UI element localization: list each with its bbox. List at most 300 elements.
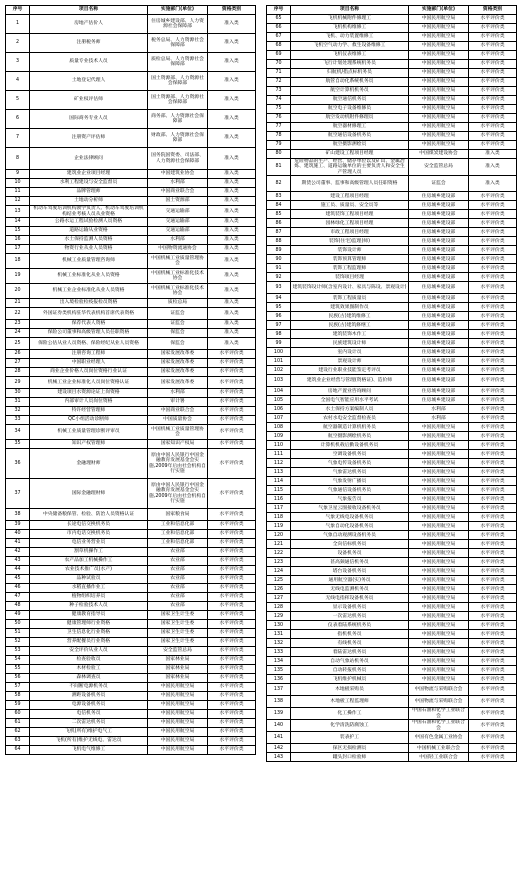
table-row xyxy=(267,201,517,210)
implementing-dept: 中国民用航空局 xyxy=(409,450,469,459)
implementing-dept: 中国民用航空局 xyxy=(148,746,208,755)
qualification-category: 水平评价类 xyxy=(469,612,517,621)
implementing-dept: 中国民用航空局 xyxy=(409,477,469,486)
item-name: 建筑业企业经营与管理(资格证)、造价师 xyxy=(291,375,409,387)
table-row xyxy=(267,432,517,441)
row-number: 58 xyxy=(6,692,30,701)
table-row xyxy=(267,339,517,348)
table-row xyxy=(267,210,517,219)
qualification-category: 准入类 xyxy=(208,129,256,148)
table-row xyxy=(267,423,517,432)
item-name: 机械工业企业标准化从业人员资格 xyxy=(30,284,148,299)
table-row xyxy=(267,396,517,405)
item-name: 飞机、动力装置维修工 xyxy=(291,33,409,42)
qualification-category: 水平评价类 xyxy=(208,638,256,647)
item-name: 注册资产评估师 xyxy=(30,129,148,148)
implementing-dept: 中国民用航空局 xyxy=(409,585,469,594)
table-row xyxy=(6,719,256,728)
item-name: 建设行业职业技能鉴定考评员 xyxy=(291,366,409,375)
implementing-dept: 国家粮食局 xyxy=(148,509,208,521)
row-number: 100 xyxy=(267,348,291,357)
table-row xyxy=(6,377,256,389)
row-number: 2 xyxy=(6,34,30,53)
implementing-dept: 保监会 xyxy=(148,338,208,350)
table-row xyxy=(267,567,517,576)
implementing-dept: 工业和信息化部 xyxy=(148,530,208,539)
table-row xyxy=(267,696,517,708)
implementing-dept: 原由中国人民银行中国金融教育发展基金会实施,2009年后由社会机构自行实施 xyxy=(148,479,208,509)
table-row xyxy=(267,219,517,228)
item-name: 空调设备机务员 xyxy=(291,450,409,459)
item-name: 期货公司董事、监事和高级管理人员任职资格 xyxy=(291,176,409,192)
table-row xyxy=(6,425,256,440)
implementing-dept: 中国民用航空局 xyxy=(409,15,469,24)
item-name: 水土保持方案编制人员 xyxy=(291,405,409,414)
table-row xyxy=(267,87,517,96)
qualification-table-left xyxy=(5,5,256,755)
item-name: 气象发射广播员 xyxy=(291,477,409,486)
row-number: 107 xyxy=(267,414,291,423)
row-number: 4 xyxy=(6,72,30,91)
table-row xyxy=(267,33,517,42)
row-number: 32 xyxy=(6,407,30,416)
row-number: 38 xyxy=(6,509,30,521)
row-number: 76 xyxy=(267,114,291,123)
item-name: 木地板工程监理师 xyxy=(291,696,409,708)
implementing-dept: 中国民用航空局 xyxy=(409,441,469,450)
implementing-dept: 农业部 xyxy=(148,548,208,557)
qualification-category: 水平评价类 xyxy=(469,357,517,366)
qualification-category: 水平评价类 xyxy=(469,441,517,450)
implementing-dept: 税务总局、人力资源社会保障部 xyxy=(148,34,208,53)
implementing-dept: 住房城乡建设部 xyxy=(409,282,469,294)
table-row xyxy=(267,366,517,375)
row-number: 73 xyxy=(267,87,291,96)
header-name: 项目名称 xyxy=(30,6,148,15)
qualification-category: 水平评价类 xyxy=(469,630,517,639)
implementing-dept: 住房城乡建设部 xyxy=(409,348,469,357)
implementing-dept: 中国机械工业质量管理协会 xyxy=(148,254,208,269)
qualification-category: 水平评价类 xyxy=(469,312,517,321)
row-number: 48 xyxy=(6,602,30,611)
table-row xyxy=(6,170,256,179)
qualification-category: 准入类 xyxy=(208,338,256,350)
qualification-category: 水平评价类 xyxy=(469,42,517,51)
row-number: 57 xyxy=(6,683,30,692)
row-number: 92 xyxy=(267,273,291,282)
table-row xyxy=(267,441,517,450)
implementing-dept: 住房城乡建设部 xyxy=(409,264,469,273)
table-row xyxy=(267,51,517,60)
qualification-category: 水平评价类 xyxy=(469,459,517,468)
item-name: 品种试验员 xyxy=(30,575,148,584)
implementing-dept: 中国民用航空局 xyxy=(409,60,469,69)
table-row xyxy=(267,720,517,732)
row-number: 7 xyxy=(6,129,30,148)
qualification-category: 水平评价类 xyxy=(208,350,256,359)
implementing-dept: 国家卫生计生委 xyxy=(148,611,208,620)
qualification-category: 水平评价类 xyxy=(208,530,256,539)
implementing-dept: 住房城乡建设部 xyxy=(409,366,469,375)
row-number: 127 xyxy=(267,594,291,603)
row-number: 99 xyxy=(267,339,291,348)
row-number: 26 xyxy=(6,350,30,359)
item-name: 气象无线电设备机务员 xyxy=(291,513,409,522)
table-row xyxy=(267,621,517,630)
qualification-category: 准入类 xyxy=(208,197,256,206)
qualification-category: 水平评价类 xyxy=(208,539,256,548)
row-number: 75 xyxy=(267,105,291,114)
implementing-dept: 中国民用航空局 xyxy=(148,683,208,692)
implementing-dept: 中国机械工业质量管理协会 xyxy=(148,425,208,440)
item-name: 建设工程项目经理 xyxy=(291,192,409,201)
item-name: 种子检验技术人员 xyxy=(30,602,148,611)
item-name: 木材检验工 xyxy=(30,665,148,674)
qualification-category: 水平评价类 xyxy=(469,549,517,558)
row-number: 5 xyxy=(6,91,30,110)
item-name: 飞机电气维修工 xyxy=(30,746,148,755)
implementing-dept: 质检总局 xyxy=(148,299,208,308)
row-number: 102 xyxy=(267,366,291,375)
qualification-category: 准入类 xyxy=(469,176,517,192)
qualification-category: 水平评价类 xyxy=(469,720,517,732)
table-row xyxy=(267,558,517,567)
implementing-dept: 水利部 xyxy=(409,414,469,423)
item-name: 农村水电安全监督检查员 xyxy=(291,414,409,423)
item-name: 木地板采购员 xyxy=(291,684,409,696)
row-number: 86 xyxy=(267,219,291,228)
row-number: 62 xyxy=(6,728,30,737)
implementing-dept: 中国民用航空局 xyxy=(409,630,469,639)
table-row xyxy=(267,78,517,87)
table-row xyxy=(6,407,256,416)
table-row xyxy=(6,737,256,746)
qualification-category: 准入类 xyxy=(208,34,256,53)
implementing-dept: 住房城乡建设部 xyxy=(409,255,469,264)
implementing-dept: 中国民用航空局 xyxy=(409,69,469,78)
qualification-category: 水平评价类 xyxy=(469,603,517,612)
implementing-dept: 国家发展改革委 xyxy=(148,377,208,389)
implementing-dept: 中国民用航空局 xyxy=(409,540,469,549)
qualification-category: 水平评价类 xyxy=(208,557,256,566)
qualification-category: 水平评价类 xyxy=(469,576,517,585)
qualification-category: 水平评价类 xyxy=(469,486,517,495)
table-row xyxy=(6,593,256,602)
header-name: 项目名称 xyxy=(291,6,409,15)
table-row xyxy=(267,141,517,150)
table-body-right xyxy=(267,15,517,762)
table-row xyxy=(6,91,256,110)
qualification-category: 水平评价类 xyxy=(469,51,517,60)
item-name: 品牌管理师 xyxy=(30,188,148,197)
implementing-dept: 中国民用航空局 xyxy=(409,33,469,42)
qualification-category: 准入类 xyxy=(208,320,256,329)
item-name: 特许经营管理师 xyxy=(30,407,148,416)
item-name: 检查验收员 xyxy=(30,656,148,665)
item-name: 设备机务员 xyxy=(291,549,409,558)
implementing-dept: 住房城乡建设部 xyxy=(409,396,469,405)
implementing-dept: 水利部 xyxy=(148,179,208,188)
qualification-category: 准入类 xyxy=(208,110,256,129)
row-number: 65 xyxy=(267,15,291,24)
row-number: 39 xyxy=(6,521,30,530)
row-number: 47 xyxy=(6,593,30,602)
item-name: 通用航空器(实)务员 xyxy=(291,576,409,585)
table-row xyxy=(6,647,256,656)
item-name: 化学清洗防腐蚀工 xyxy=(291,720,409,732)
row-number: 117 xyxy=(267,504,291,513)
row-number: 125 xyxy=(267,576,291,585)
header-no: 序号 xyxy=(267,6,291,15)
item-name: 机械工业质量管理诊断评审员 xyxy=(30,425,148,440)
table-row xyxy=(267,375,517,387)
qualification-category: 准入类 xyxy=(208,188,256,197)
table-row xyxy=(267,303,517,312)
qualification-category: 水平评价类 xyxy=(469,732,517,744)
qualification-category: 水平评价类 xyxy=(469,228,517,237)
implementing-dept: 住房城乡建设部 xyxy=(409,387,469,396)
table-row xyxy=(267,15,517,24)
qualification-category: 水平评价类 xyxy=(469,666,517,675)
implementing-dept: 住房城乡建设部 xyxy=(409,294,469,303)
item-name: 土地登记代理人 xyxy=(30,72,148,91)
table-row xyxy=(267,282,517,294)
qualification-category: 水平评价类 xyxy=(469,237,517,246)
row-number: 61 xyxy=(6,719,30,728)
item-name: 建筑业企业项目经理 xyxy=(30,170,148,179)
qualification-category: 准入类 xyxy=(208,218,256,227)
row-number: 134 xyxy=(267,657,291,666)
item-name: 气象卫星云图接收设备机务员 xyxy=(291,504,409,513)
qualification-category: 水平评价类 xyxy=(208,449,256,479)
row-number: 3 xyxy=(6,53,30,72)
qualification-category: 水平评价类 xyxy=(469,303,517,312)
item-name: 测距设备机务员 xyxy=(30,692,148,701)
table-row xyxy=(6,602,256,611)
table-row xyxy=(267,405,517,414)
table-row xyxy=(6,728,256,737)
qualification-category: 水平评价类 xyxy=(208,479,256,509)
row-number: 9 xyxy=(6,170,30,179)
qualification-category: 水平评价类 xyxy=(208,548,256,557)
qualification-category: 准入类 xyxy=(469,159,517,176)
item-name: 装饰工程质量员 xyxy=(291,294,409,303)
right-table-panel xyxy=(266,5,516,762)
table-row xyxy=(267,348,517,357)
qualification-category: 准入类 xyxy=(208,284,256,299)
item-name: 道路运输从业资格 xyxy=(30,227,148,236)
implementing-dept: 中国民用航空局 xyxy=(409,495,469,504)
row-number: 43 xyxy=(6,557,30,566)
table-row xyxy=(267,150,517,159)
implementing-dept: 中国民用航空局 xyxy=(409,24,469,33)
table-row xyxy=(267,228,517,237)
qualification-category: 水平评价类 xyxy=(469,594,517,603)
qualification-category: 水平评价类 xyxy=(208,602,256,611)
item-name: 着陆雷达机务员 xyxy=(291,648,409,657)
row-number: 28 xyxy=(6,368,30,377)
implementing-dept: 安全监管总局 xyxy=(409,159,469,176)
table-row xyxy=(267,24,517,33)
row-number: 37 xyxy=(6,479,30,509)
qualification-category: 水平评价类 xyxy=(469,477,517,486)
qualification-category: 水平评价类 xyxy=(208,521,256,530)
table-row xyxy=(6,449,256,479)
qualification-category: 水平评价类 xyxy=(469,15,517,24)
qualification-category: 准入类 xyxy=(208,170,256,179)
qualification-category: 准入类 xyxy=(469,150,517,159)
implementing-dept: 中国民用航空局 xyxy=(409,603,469,612)
row-number: 111 xyxy=(267,450,291,459)
table-row xyxy=(6,197,256,206)
item-name: 航空器制造计算机机务员 xyxy=(291,423,409,432)
qualification-category: 准入类 xyxy=(208,269,256,284)
implementing-dept: 中国民用航空局 xyxy=(409,114,469,123)
table-row xyxy=(6,398,256,407)
qualification-category: 水平评价类 xyxy=(469,366,517,375)
left-table-panel xyxy=(5,5,255,755)
implementing-dept: 国土资源部、人力资源社会保障部 xyxy=(148,91,208,110)
table-row xyxy=(6,539,256,548)
row-number: 18 xyxy=(6,254,30,269)
row-number: 51 xyxy=(6,629,30,638)
item-name: 机械工业企业标准化人员岗位资格认证 xyxy=(30,377,148,389)
row-number: 77 xyxy=(267,123,291,132)
row-number: 110 xyxy=(267,441,291,450)
qualification-category: 水平评价类 xyxy=(469,282,517,294)
table-row xyxy=(6,179,256,188)
row-number: 31 xyxy=(6,398,30,407)
qualification-category: 准入类 xyxy=(208,308,256,320)
item-name: 电信机务员 xyxy=(30,710,148,719)
implementing-dept: 中国物流与采购联合会 xyxy=(409,696,469,708)
qualification-category: 准入类 xyxy=(208,179,256,188)
item-name: 农产品加工机械操作工 xyxy=(30,557,148,566)
implementing-dept: 交通运输部 xyxy=(148,218,208,227)
table-header xyxy=(6,6,256,15)
implementing-dept: 中国民用航空局 xyxy=(409,459,469,468)
implementing-dept: 工业和信息化部 xyxy=(148,539,208,548)
item-name: 水利工程建设与安全监督员 xyxy=(30,179,148,188)
table-row xyxy=(267,495,517,504)
table-row xyxy=(267,732,517,744)
implementing-dept: 证监会 xyxy=(148,308,208,320)
qualification-category: 准入类 xyxy=(208,15,256,34)
table-row xyxy=(267,42,517,51)
qualification-category: 水平评价类 xyxy=(469,621,517,630)
implementing-dept: 中国民用航空局 xyxy=(409,432,469,441)
item-name: 气象自动观测设备机务员 xyxy=(291,531,409,540)
qualification-category: 准入类 xyxy=(208,53,256,72)
implementing-dept: 住房城乡建设部 xyxy=(409,375,469,387)
item-name: 注册咨询工程师 xyxy=(30,350,148,359)
item-name: 注册税务师 xyxy=(30,34,148,53)
table-row xyxy=(6,368,256,377)
item-name: 二次雷达机务员 xyxy=(30,719,148,728)
row-number: 83 xyxy=(267,192,291,201)
item-name: 航空通信机务员 xyxy=(291,96,409,105)
implementing-dept: 中国民用航空局 xyxy=(409,42,469,51)
qualification-category: 水平评价类 xyxy=(469,675,517,684)
item-name: 中国职业经理人 xyxy=(30,359,148,368)
qualification-category: 准入类 xyxy=(208,91,256,110)
row-number: 94 xyxy=(267,294,291,303)
table-row xyxy=(267,255,517,264)
table-row xyxy=(6,15,256,34)
qualification-category: 水平评价类 xyxy=(469,294,517,303)
qualification-category: 水平评价类 xyxy=(208,710,256,719)
qualification-category: 水平评价类 xyxy=(469,33,517,42)
row-number: 13 xyxy=(6,206,30,218)
implementing-dept: 中国民用航空局 xyxy=(409,531,469,540)
item-name: 安全评价从业人员 xyxy=(30,647,148,656)
implementing-dept: 农业部 xyxy=(148,575,208,584)
item-name: 航空摄影测绘机务员 xyxy=(291,432,409,441)
table-row xyxy=(267,675,517,684)
qualification-category: 水平评价类 xyxy=(469,24,517,33)
implementing-dept: 中国有色金属工业协会 xyxy=(409,732,469,744)
row-number: 34 xyxy=(6,425,30,440)
item-name: 气象电传设备机务员 xyxy=(291,459,409,468)
implementing-dept: 原由中国人民银行中国金融教育发展基金会实施,2009年后由社会机构自行实施 xyxy=(148,449,208,479)
implementing-dept: 商务部、人力资源社会保障部 xyxy=(148,110,208,129)
row-number: 105 xyxy=(267,396,291,405)
qualification-category: 水平评价类 xyxy=(469,114,517,123)
table-row xyxy=(267,237,517,246)
implementing-dept: 农业部 xyxy=(148,566,208,575)
item-name: 民族(古)建筑维修工 xyxy=(291,312,409,321)
header-row xyxy=(267,6,517,15)
row-number: 60 xyxy=(6,710,30,719)
item-name: 航空摄影测绘员 xyxy=(291,141,409,150)
row-number: 68 xyxy=(267,42,291,51)
item-name: 仪表着陆系统机务员 xyxy=(291,621,409,630)
table-row xyxy=(267,522,517,531)
table-row xyxy=(267,657,517,666)
implementing-dept: 水利部 xyxy=(148,389,208,398)
implementing-dept: 住房城乡建设部 xyxy=(409,228,469,237)
row-number: 136 xyxy=(267,675,291,684)
implementing-dept: 中国石油和化学工业联合会 xyxy=(409,708,469,720)
item-name: 室内设计员 xyxy=(291,348,409,357)
implementing-dept: 中国民用航空局 xyxy=(409,513,469,522)
item-name: 化工操作工 xyxy=(291,708,409,720)
row-number: 109 xyxy=(267,432,291,441)
qualification-category: 水平评价类 xyxy=(208,737,256,746)
table-row xyxy=(267,105,517,114)
row-number: 10 xyxy=(6,179,30,188)
implementing-dept: 中国民用航空局 xyxy=(409,468,469,477)
qualification-category: 水平评价类 xyxy=(208,746,256,755)
table-row xyxy=(6,245,256,254)
qualification-category: 水平评价类 xyxy=(469,396,517,405)
row-number: 52 xyxy=(6,638,30,647)
item-name: 市内电话交换机务员 xyxy=(30,530,148,539)
qualification-category: 水平评价类 xyxy=(469,450,517,459)
implementing-dept: 国家林业局 xyxy=(148,674,208,683)
implementing-dept: 住房城乡建设部 xyxy=(409,273,469,282)
qualification-category: 水平评价类 xyxy=(208,440,256,449)
row-number: 36 xyxy=(6,449,30,479)
qualification-category: 水平评价类 xyxy=(469,141,517,150)
row-number: 29 xyxy=(6,377,30,389)
table-row xyxy=(6,218,256,227)
implementing-dept: 住房城乡建设部 xyxy=(409,219,469,228)
qualification-category: 水平评价类 xyxy=(208,389,256,398)
item-name: 知识产权管理师 xyxy=(30,440,148,449)
item-name: 电信业务营业员 xyxy=(30,539,148,548)
qualification-category: 水平评价类 xyxy=(208,728,256,737)
